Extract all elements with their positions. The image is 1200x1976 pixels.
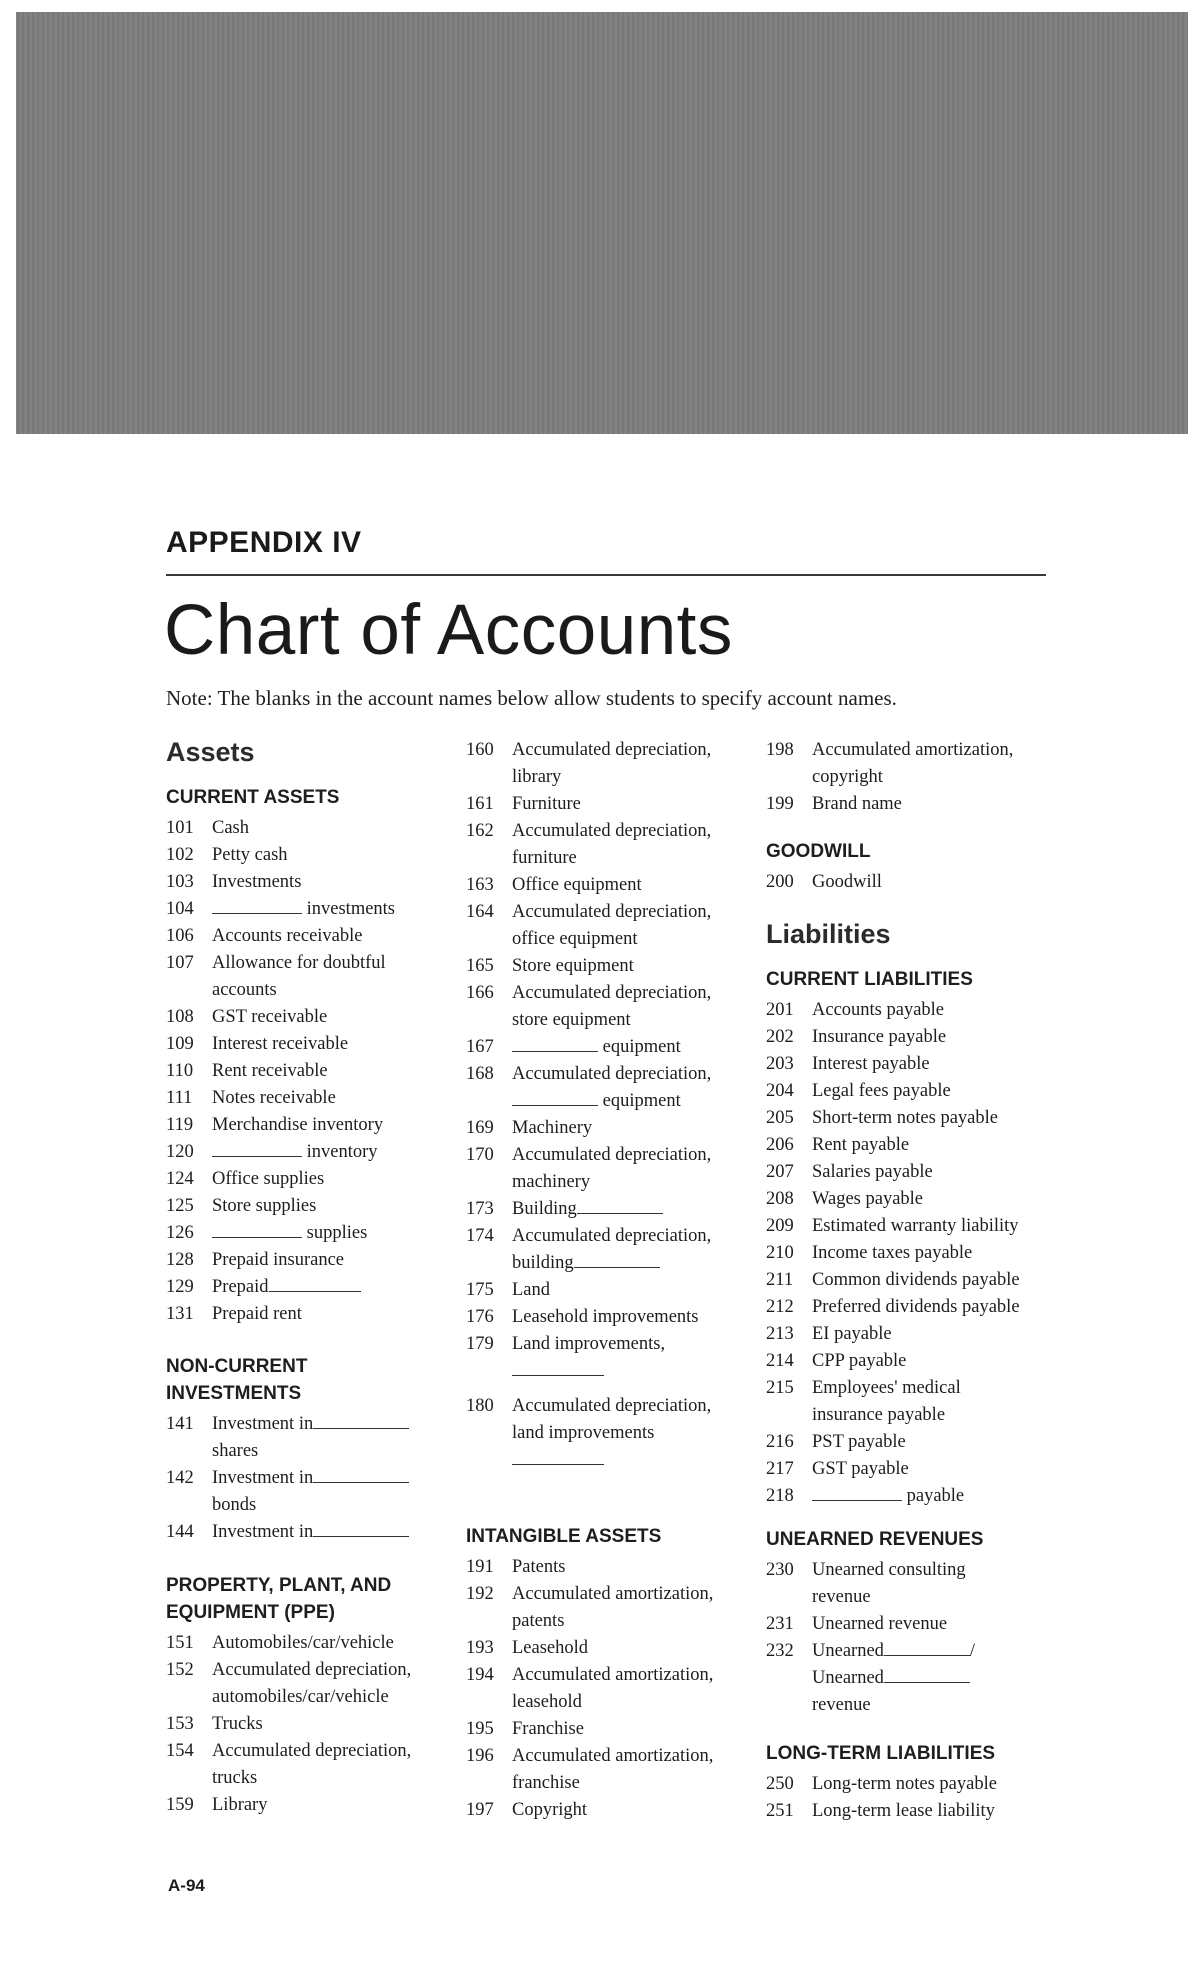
account-row: 197 Copyright: [466, 1800, 588, 1820]
account-row: 208 Wages payable: [766, 1188, 923, 1209]
account-row: 111 Notes receivable: [166, 1087, 336, 1108]
account-row: 144 Investment in: [166, 1519, 456, 1546]
goodwill-section: [766, 838, 1066, 896]
ppe-heading-line1: PROPERTY, PLANT, AND: [166, 1575, 392, 1596]
account-row: 120 inventory: [166, 1141, 378, 1162]
blank-line: [512, 1050, 598, 1052]
longterm-liabilities-section: [766, 1740, 1066, 1825]
account-row: 200 Goodwill: [766, 872, 882, 892]
account-row: 175 Land: [466, 1280, 551, 1300]
account-row: 159 Library: [166, 1795, 268, 1815]
account-row: 211 Common dividends payable: [766, 1269, 1020, 1290]
blank-line: [212, 1236, 302, 1238]
account-row: 170 Accumulated depreciation, machinery: [466, 1145, 712, 1192]
appendix-label: APPENDIX IV: [166, 526, 362, 559]
blank-line: [512, 1374, 604, 1376]
account-row: 131 Prepaid rent: [166, 1303, 302, 1324]
account-row: 232 Unearned / Unearned revenue: [766, 1641, 976, 1715]
account-row: 141 Investment in shares: [166, 1411, 456, 1465]
account-row: 203 Interest payable: [766, 1053, 930, 1074]
assets-section: [166, 738, 456, 1328]
intangible-heading: INTANGIBLE ASSETS: [466, 1526, 662, 1547]
account-row: 167 equipment: [466, 1037, 681, 1057]
account-row: 251 Long-term lease liability: [766, 1801, 995, 1821]
blank-line: [313, 1481, 409, 1483]
blank-line: [512, 1104, 598, 1106]
account-row: 169 Machinery: [466, 1118, 593, 1138]
account-row: 104 investments: [166, 898, 396, 919]
account-row: 191 Patents: [466, 1557, 566, 1577]
account-row: 101 Cash: [166, 817, 249, 838]
blank-line: [512, 1463, 604, 1465]
account-row: 204 Legal fees payable: [766, 1080, 951, 1101]
account-row: 192 Accumulated amortization, patents: [466, 1584, 714, 1631]
account-row: 109 Interest receivable: [166, 1033, 349, 1054]
account-row: 129 Prepaid: [166, 1274, 456, 1301]
account-row: 231 Unearned revenue: [766, 1614, 948, 1634]
account-row: 108 GST receivable: [166, 1006, 328, 1027]
account-row: 196 Accumulated amortization, franchise: [466, 1746, 714, 1793]
account-row: 215 Employees' medical insurance payable: [766, 1377, 961, 1425]
account-row: 212 Preferred dividends payable: [766, 1296, 1020, 1317]
noncurrent-investments-section: [166, 1353, 456, 1546]
account-row: 102 Petty cash: [166, 844, 288, 865]
account-row: 107 Allowance for doubtful accounts: [166, 952, 386, 1000]
account-row: 161 Furniture: [466, 794, 581, 814]
account-row: 209 Estimated warranty liability: [766, 1215, 1019, 1236]
page-number: A-94: [168, 1876, 205, 1895]
account-row: 154 Accumulated depreciation, trucks: [166, 1741, 412, 1788]
ppe-section: [166, 1572, 456, 1819]
account-row: 198 Accumulated amortization, copyright: [766, 740, 1014, 787]
account-row: 142 Investment in bonds: [166, 1465, 456, 1519]
account-row: 165 Store equipment: [466, 956, 634, 976]
assets-heading: Assets: [166, 737, 255, 767]
account-row: 180 Accumulated depreciation, land improvements: [466, 1393, 752, 1474]
account-row: 153 Trucks: [166, 1714, 263, 1734]
account-row: 207 Salaries payable: [766, 1161, 933, 1182]
current-assets-heading: CURRENT ASSETS: [166, 786, 340, 808]
account-row: 176 Leasehold improvements: [466, 1307, 699, 1327]
account-row: 128 Prepaid insurance: [166, 1249, 345, 1270]
account-row: 250 Long-term notes payable: [766, 1774, 997, 1794]
header-rule: [166, 574, 1046, 576]
note-text: Note: The blanks in the account names below allow students to specify account names.: [166, 686, 897, 710]
account-row: 164 Accumulated depreciation, office equipment: [466, 902, 712, 949]
account-row: 202 Insurance payable: [766, 1026, 947, 1047]
ppe-continued-section: [466, 737, 752, 1474]
account-row: 160 Accumulated depreciation, library: [466, 740, 712, 787]
account-row: 103 Investments: [166, 871, 302, 892]
liabilities-section: [766, 920, 1066, 1510]
blank-line: [313, 1535, 409, 1537]
account-row: 119 Merchandise inventory: [166, 1114, 384, 1135]
blank-line: [269, 1290, 361, 1292]
intangible-assets-section: [466, 1523, 752, 1824]
scan-gray-block: [16, 12, 1188, 434]
account-row: 199 Brand name: [766, 794, 902, 814]
account-row: 151 Automobiles/car/vehicle: [166, 1633, 394, 1653]
account-row: 110 Rent receivable: [166, 1060, 328, 1081]
liabilities-heading: Liabilities: [766, 919, 891, 949]
account-row: 166 Accumulated depreciation, store equipment: [466, 983, 712, 1030]
account-row: 218 payable: [766, 1485, 965, 1506]
blank-line: [884, 1654, 970, 1656]
account-row: 179 Land improvements,: [466, 1331, 752, 1385]
account-row: 194 Accumulated amortization, leasehold: [466, 1665, 714, 1712]
account-row: 201 Accounts payable: [766, 999, 945, 1020]
account-row: 210 Income taxes payable: [766, 1242, 973, 1263]
account-row: 214 CPP payable: [766, 1350, 907, 1371]
blank-line: [577, 1212, 663, 1214]
blank-line: [212, 912, 302, 914]
account-row: 217 GST payable: [766, 1458, 909, 1479]
account-row: 174 Accumulated depreciation, building: [466, 1226, 712, 1273]
account-row: 163 Office equipment: [466, 875, 642, 895]
account-row: 230 Unearned consulting revenue: [766, 1560, 966, 1607]
account-row: 216 PST payable: [766, 1431, 906, 1452]
account-row: 195 Franchise: [466, 1719, 584, 1739]
account-row: 173 Building: [466, 1196, 752, 1223]
account-row: 205 Short-term notes payable: [766, 1107, 998, 1128]
current-liabilities-heading: CURRENT LIABILITIES: [766, 968, 973, 990]
longterm-heading: LONG-TERM LIABILITIES: [766, 1743, 996, 1764]
blank-line: [574, 1266, 660, 1268]
account-row: 168 Accumulated depreciation, equipment: [466, 1064, 712, 1111]
account-row: 206 Rent payable: [766, 1134, 910, 1155]
unearned-heading: UNEARNED REVENUES: [766, 1529, 984, 1550]
account-row: 124 Office supplies: [166, 1168, 325, 1189]
ppe-heading-line2: EQUIPMENT (PPE): [166, 1602, 335, 1623]
noncurrent-heading-line1: NON-CURRENT: [166, 1356, 308, 1377]
account-row: 193 Leasehold: [466, 1638, 589, 1658]
account-row: 125 Store supplies: [166, 1195, 317, 1216]
account-row: 126 supplies: [166, 1222, 368, 1243]
blank-line: [212, 1155, 302, 1157]
account-row: 162 Accumulated depreciation, furniture: [466, 821, 712, 868]
goodwill-heading: GOODWILL: [766, 841, 871, 862]
unearned-revenues-section: [766, 1526, 1066, 1719]
noncurrent-heading-line2: INVESTMENTS: [166, 1383, 302, 1404]
account-row: 213 EI payable: [766, 1323, 892, 1344]
page-title: Chart of Accounts: [164, 591, 733, 670]
intangible-continued-section: [766, 737, 1066, 818]
blank-line: [884, 1681, 970, 1683]
blank-line: [812, 1499, 902, 1501]
account-row: 152 Accumulated depreciation, automobiles/car/vehicle: [166, 1660, 412, 1707]
account-row: 106 Accounts receivable: [166, 925, 363, 946]
blank-line: [313, 1427, 409, 1429]
